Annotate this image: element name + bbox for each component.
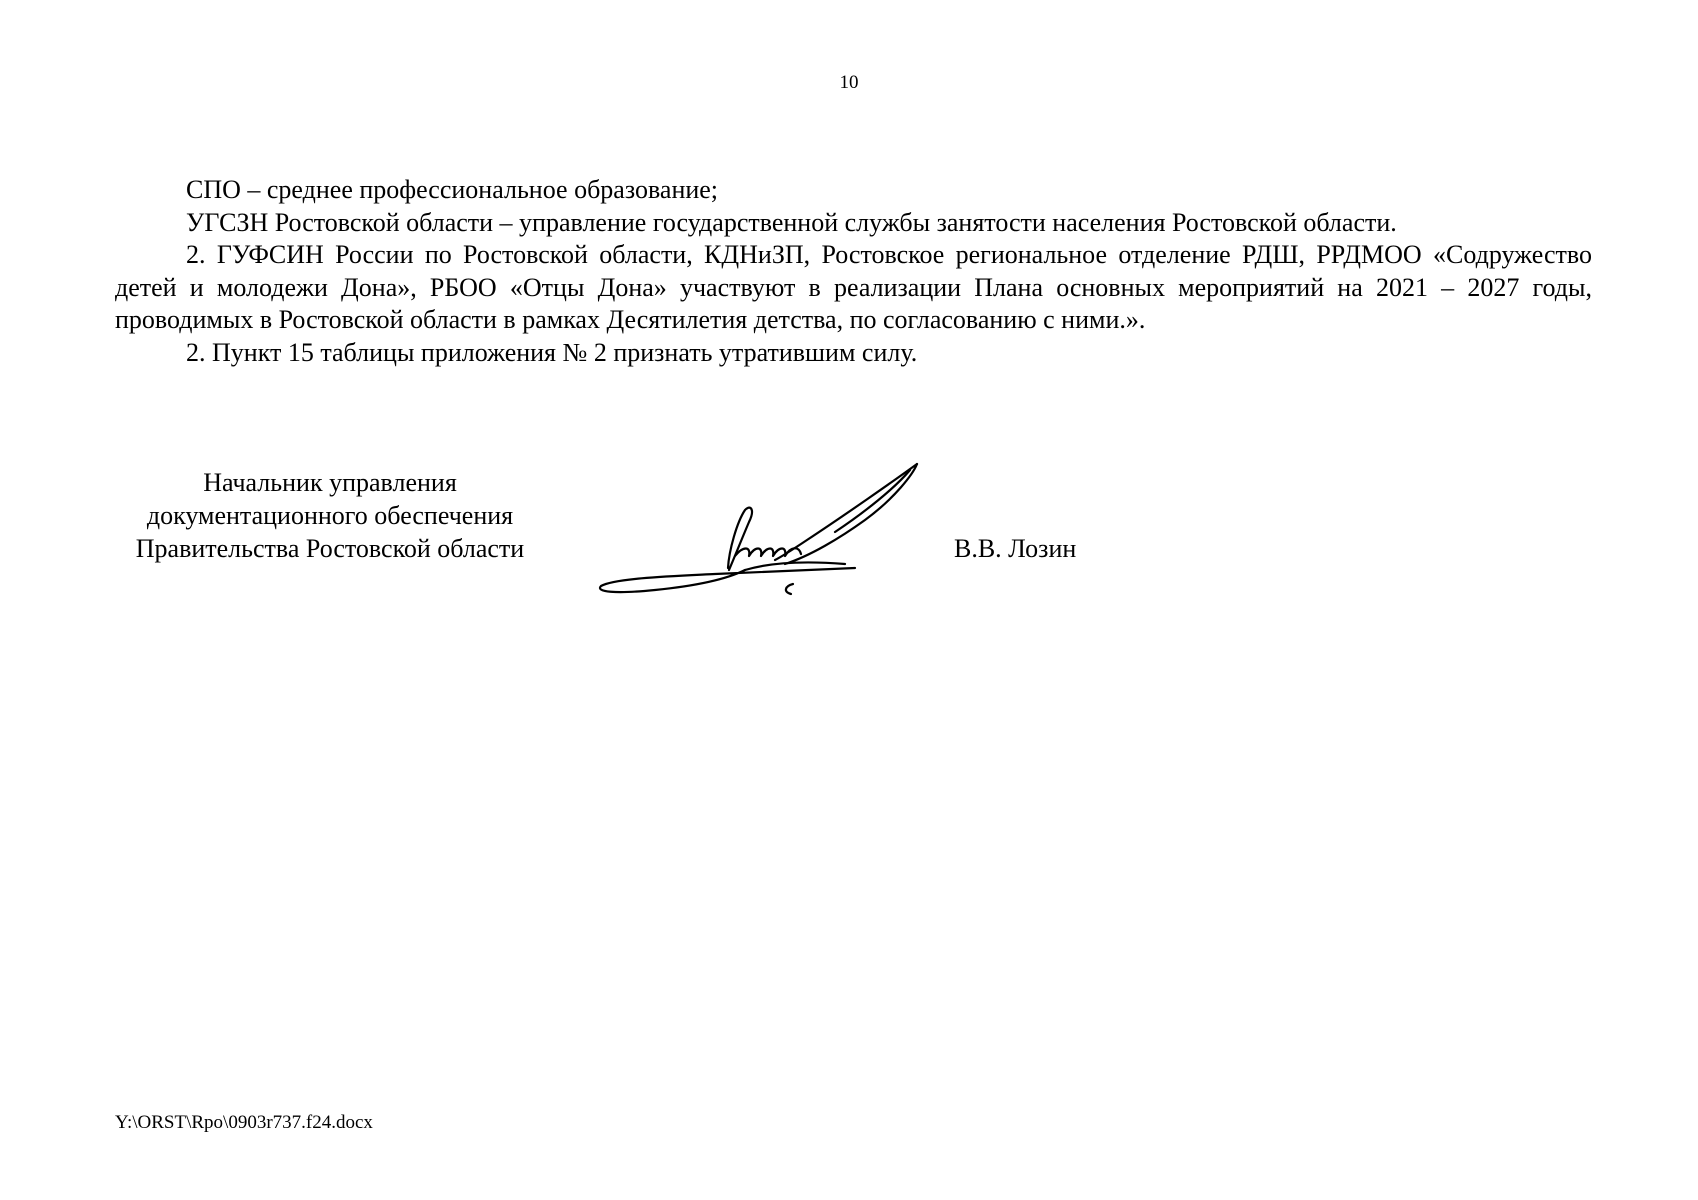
paragraph-ugszn: УГСЗН Ростовской области – управление государственной службы занятости населения Ростовской области.: [186, 207, 1397, 237]
signatory-title-line: документационного обеспечения: [146, 501, 514, 530]
footer-file-path: Y:\ORST\Rpo\0903r737.f24.docx: [115, 1112, 373, 1133]
signatory-title-line: Начальник управления: [203, 468, 457, 497]
handwritten-signature: [595, 460, 925, 610]
signatory-title-line: Правительства Ростовской области: [135, 534, 525, 563]
signatory-title: [115, 466, 545, 565]
paragraph-spo: СПО – среднее профессиональное образование;: [186, 175, 719, 204]
document-body: [115, 174, 1592, 369]
page-number: 10: [839, 72, 859, 93]
signatory-name: В.В. Лозин: [954, 534, 1077, 563]
paragraph-participants: 2. ГУФСИН России по Ростовской области, КДНиЗП, Ростовское региональное отделение РДШ, РРДМОО «Содружество детей и молодежи Дона», РБОО «Отцы Дона» участвуют в реализации Плана основных мероприятий на 2021 – 2027 годы, проводимых в Ростовской области в рамках Десятилетия детства, по согласованию с ними.».: [115, 240, 1592, 334]
paragraph-point-15: 2. Пункт 15 таблицы приложения № 2 признать утратившим силу.: [186, 337, 918, 367]
